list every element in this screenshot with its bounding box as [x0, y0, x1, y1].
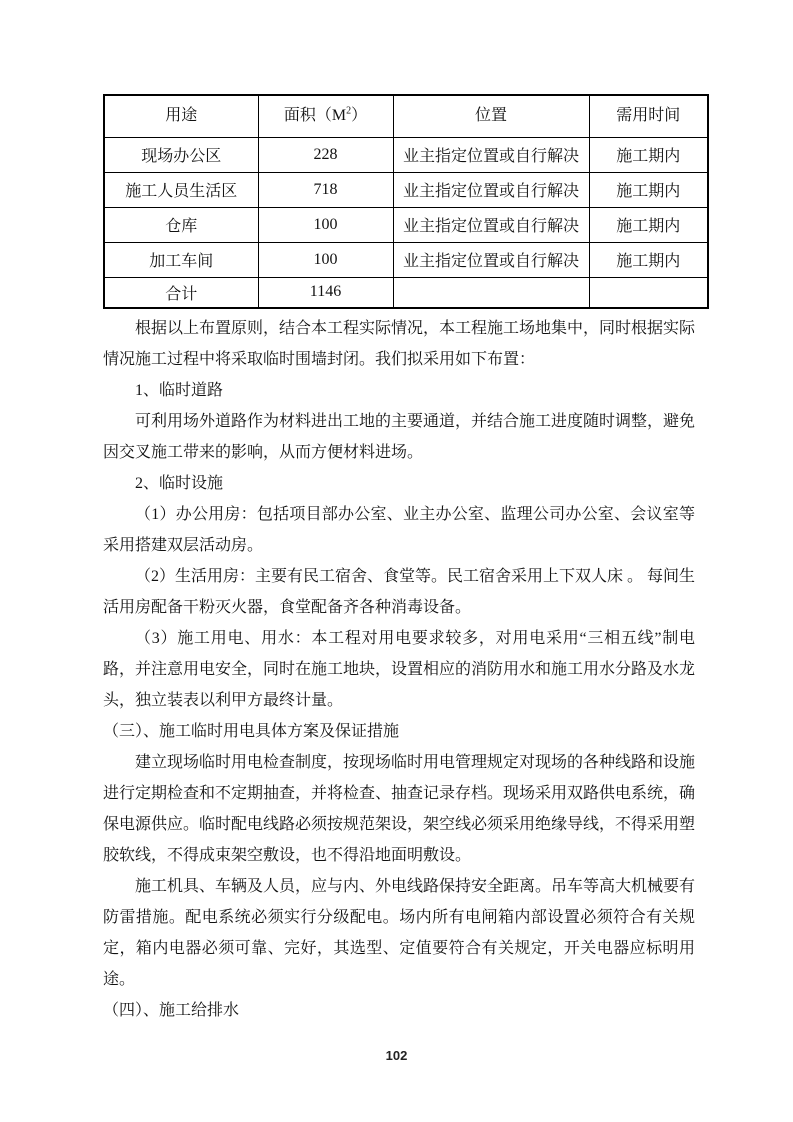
- body-text: [103, 313, 695, 1026]
- cell-area: 228: [258, 137, 393, 172]
- col-header-location: 位置: [393, 95, 589, 137]
- col-header-use: 用途: [104, 95, 258, 137]
- table-row: [104, 242, 708, 277]
- area-header-close-paren: ）: [351, 107, 368, 124]
- heading-temporary-road: 1、临时道路: [135, 382, 224, 399]
- heading-temporary-facilities: 2、临时设施: [135, 475, 224, 492]
- table-row: [104, 207, 708, 242]
- cell-time: 施工期内: [589, 242, 708, 277]
- cell-area-total: 1146: [258, 277, 393, 308]
- cell-use: 现场办公区: [104, 137, 258, 172]
- cell-use-total: 合计: [104, 277, 258, 308]
- paragraph-power-water: （3）施工用电、用水：本工程对用电要求较多，对用电采用“三相五线”制电路，并注意用电安全，同时在施工地块，设置相应的消防用水和施工用水分路及水龙头，独立装表以利甲方最终计量。: [103, 630, 696, 709]
- cell-location: 业主指定位置或自行解决: [393, 137, 589, 172]
- cell-use: 加工车间: [104, 242, 258, 277]
- paragraph-temporary-road: 可利用场外道路作为材料进出工地的主要通道，并结合施工进度随时调整，避免因交叉施工带来的影响，从而方便材料进场。: [103, 413, 696, 461]
- page-number: 102: [385, 1048, 408, 1063]
- cell-use: 施工人员生活区: [104, 172, 258, 207]
- cell-location: 业主指定位置或自行解决: [393, 207, 589, 242]
- cell-time-total: [589, 277, 708, 308]
- cell-area: 100: [258, 207, 393, 242]
- temporary-facilities-table: [103, 94, 709, 309]
- cell-area: 100: [258, 242, 393, 277]
- col-header-area: [258, 95, 393, 137]
- cell-time: 施工期内: [589, 172, 708, 207]
- paragraph-machinery-safety: 施工机具、车辆及人员，应与内、外电线路保持安全距离。吊车等高大机械要有防雷措施。配电系统必须实行分级配电。场内所有电闸箱内部设置必须符合有关规定，箱内电器必须可靠、完好，其选型、定值要符合有关规定，开关电器应标明用途。: [103, 878, 696, 988]
- col-header-time: 需用时间: [589, 95, 708, 137]
- cell-location: 业主指定位置或自行解决: [393, 172, 589, 207]
- paragraph-power-inspection: 建立现场临时用电检查制度，按现场临时用电管理规定对现场的各种线路和设施进行定期检查和不定期抽查，并将检查、抽查记录存档。现场采用双路供电系统，确保电源供应。临时配电线路必须按规范架设，架空线必须采用绝缘导线，不得采用塑胶软线，不得成束架空敷设，也不得沿地面明敷设。: [103, 754, 696, 864]
- table-header-row: [104, 95, 708, 137]
- paragraph-office-housing: （1）办公用房：包括项目部办公室、业主办公室、监理公司办公室、会议室等 采用搭建双层活动房。: [103, 506, 695, 554]
- table-row: [104, 172, 708, 207]
- cell-area: 718: [258, 172, 393, 207]
- cell-use: 仓库: [104, 207, 258, 242]
- table-row: [104, 137, 708, 172]
- area-header-superscript: 2: [346, 105, 352, 117]
- cell-time: 施工期内: [589, 137, 708, 172]
- table-total-row: [104, 277, 708, 308]
- paragraph-intro: 根据以上布置原则，结合本工程实际情况，本工程施工场地集中，同时根据实际情况施工过程中将采取临时围墙封闭。我们拟采用如下布置：: [103, 320, 696, 368]
- area-header-text: 面积（M: [283, 107, 347, 124]
- heading-section-three: （三）、施工临时用电具体方案及保证措施: [103, 723, 400, 740]
- paragraph-living-housing: （2）生活用房：主要有民工宿舍、食堂等。民工宿舍采用上下双人床 。 每间生活用房配备干粉灭火器，食堂配备齐各种消毒设备。: [103, 568, 696, 616]
- cell-time: 施工期内: [589, 207, 708, 242]
- cell-location: 业主指定位置或自行解决: [393, 242, 589, 277]
- heading-section-four: （四）、施工给排水: [103, 1002, 240, 1019]
- cell-location-total: [393, 277, 589, 308]
